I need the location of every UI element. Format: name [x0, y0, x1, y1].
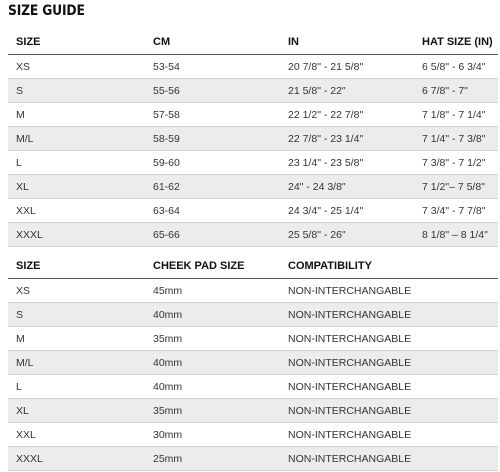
cell-compatibility: NON-INTERCHANGABLE	[280, 351, 498, 375]
cell-in: 23 1/4" - 23 5/8"	[280, 151, 414, 175]
table-row	[8, 199, 498, 223]
cell-cm: 53-54	[145, 55, 280, 79]
cell-size: L	[8, 151, 145, 175]
column-header-cheek-pad-size: CHEEK PAD SIZE	[145, 254, 280, 279]
table-row	[8, 423, 498, 447]
cell-compatibility: NON-INTERCHANGABLE	[280, 447, 498, 471]
cell-size: XXXL	[8, 223, 145, 247]
cell-cm: 63-64	[145, 199, 280, 223]
cell-in: 21 5/8" - 22"	[280, 79, 414, 103]
cell-compatibility: NON-INTERCHANGABLE	[280, 399, 498, 423]
cell-size: XXXL	[8, 447, 145, 471]
cell-cheek-pad-size: 35mm	[145, 327, 280, 351]
column-header-compatibility: COMPATIBILITY	[280, 254, 498, 279]
table-row	[8, 279, 498, 303]
column-header-in: IN	[280, 30, 414, 55]
cell-size: M	[8, 103, 145, 127]
cell-cheek-pad-size: 45mm	[145, 279, 280, 303]
cell-cheek-pad-size: 40mm	[145, 351, 280, 375]
column-header-size: SIZE	[8, 254, 145, 279]
cell-size: S	[8, 303, 145, 327]
cell-size: M/L	[8, 127, 145, 151]
table-row	[8, 327, 498, 351]
cell-size: XS	[8, 279, 145, 303]
cell-cm: 61-62	[145, 175, 280, 199]
cell-size: XXL	[8, 199, 145, 223]
cell-compatibility: NON-INTERCHANGABLE	[280, 375, 498, 399]
cell-cheek-pad-size: 40mm	[145, 375, 280, 399]
table-header-row	[8, 254, 498, 279]
table-row	[8, 127, 498, 151]
cell-cheek-pad-size: 35mm	[145, 399, 280, 423]
cell-compatibility: NON-INTERCHANGABLE	[280, 423, 498, 447]
cell-hat-size: 7 3/4" - 7 7/8"	[414, 199, 498, 223]
cell-cm: 55-56	[145, 79, 280, 103]
cell-size: XS	[8, 55, 145, 79]
cell-in: 24 3/4" - 25 1/4"	[280, 199, 414, 223]
column-header-cm: CM	[145, 30, 280, 55]
table-header-row	[8, 30, 498, 55]
table-row	[8, 79, 498, 103]
cell-hat-size: 7 3/8" - 7 1/2"	[414, 151, 498, 175]
table-row	[8, 375, 498, 399]
table-row	[8, 103, 498, 127]
cell-hat-size: 8 1/8" – 8 1/4"	[414, 223, 498, 247]
table-row	[8, 175, 498, 199]
cell-size: M	[8, 327, 145, 351]
cell-in: 25 5/8" - 26"	[280, 223, 414, 247]
cell-in: 22 7/8" - 23 1/4"	[280, 127, 414, 151]
cell-cheek-pad-size: 30mm	[145, 423, 280, 447]
cell-cm: 58-59	[145, 127, 280, 151]
table-row	[8, 399, 498, 423]
table-row	[8, 447, 498, 471]
cell-size: M/L	[8, 351, 145, 375]
cell-cheek-pad-size: 25mm	[145, 447, 280, 471]
cell-size: XL	[8, 399, 145, 423]
cheek-pad-table	[8, 254, 498, 471]
cell-in: 22 1/2" - 22 7/8"	[280, 103, 414, 127]
cell-hat-size: 7 1/8" - 7 1/4"	[414, 103, 498, 127]
table-row	[8, 223, 498, 247]
table-row	[8, 55, 498, 79]
table-row	[8, 303, 498, 327]
cell-cheek-pad-size: 40mm	[145, 303, 280, 327]
page-title: SIZE GUIDE	[8, 3, 85, 19]
cell-compatibility: NON-INTERCHANGABLE	[280, 327, 498, 351]
cell-hat-size: 6 5/8" - 6 3/4"	[414, 55, 498, 79]
cell-compatibility: NON-INTERCHANGABLE	[280, 279, 498, 303]
cell-size: L	[8, 375, 145, 399]
cell-size: S	[8, 79, 145, 103]
cell-hat-size: 7 1/4" - 7 3/8"	[414, 127, 498, 151]
cell-hat-size: 7 1/2"– 7 5/8"	[414, 175, 498, 199]
cell-in: 24" - 24 3/8"	[280, 175, 414, 199]
table-row	[8, 151, 498, 175]
size-guide-table	[8, 30, 498, 247]
cell-cm: 65-66	[145, 223, 280, 247]
cell-in: 20 7/8" - 21 5/8"	[280, 55, 414, 79]
cell-compatibility: NON-INTERCHANGABLE	[280, 303, 498, 327]
table-row	[8, 351, 498, 375]
cell-size: XL	[8, 175, 145, 199]
cell-cm: 57-58	[145, 103, 280, 127]
cell-hat-size: 6 7/8" - 7"	[414, 79, 498, 103]
cell-cm: 59-60	[145, 151, 280, 175]
cell-size: XXL	[8, 423, 145, 447]
column-header-hat-size: HAT SIZE (IN)	[414, 30, 498, 55]
column-header-size: SIZE	[8, 30, 145, 55]
